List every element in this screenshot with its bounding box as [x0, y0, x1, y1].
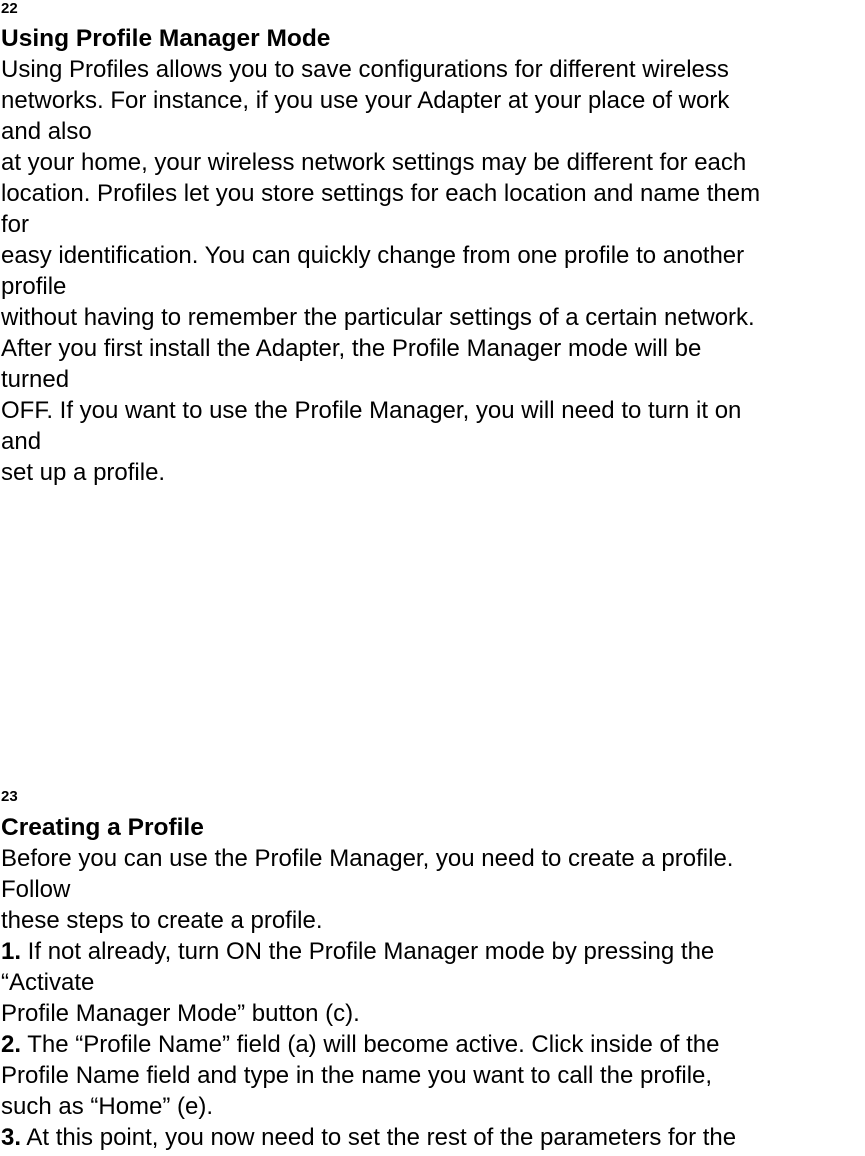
step-text: At this point, you now need to set the rest of the parameters for the	[21, 1124, 737, 1151]
text-line: these steps to create a profile.	[1, 907, 323, 934]
step-first-line	[1, 936, 865, 967]
body-text	[1, 54, 865, 488]
text-line: turned	[1, 366, 70, 393]
step-3	[1, 1122, 865, 1153]
step-text: The “Profile Name” field (a) will become active. Click inside of the	[21, 1031, 720, 1058]
section-creating-a-profile	[1, 788, 865, 1153]
text-line: Before you can use the Profile Manager, you need to create a profile.	[1, 845, 734, 872]
step-text: If not already, turn ON the Profile Manager mode by pressing the	[21, 938, 715, 965]
text-line: “Activate	[1, 969, 95, 996]
section-heading: Creating a Profile	[1, 814, 204, 841]
step-first-line	[1, 1122, 865, 1153]
text-line: easy identification. You can quickly change from one profile to another	[1, 242, 745, 269]
text-line: Profile Manager Mode” button (c).	[1, 1000, 360, 1027]
section-heading: Using Profile Manager Mode	[1, 25, 331, 52]
text-line: without having to remember the particular settings of a certain network.	[1, 304, 755, 331]
text-line: OFF. If you want to use the Profile Manager, you will need to turn it on	[1, 397, 742, 424]
step-first-line	[1, 1029, 865, 1060]
text-line: After you first install the Adapter, the Profile Manager mode will be	[1, 335, 702, 362]
step-number: 2.	[1, 1031, 22, 1058]
text-line: location. Profiles let you store settings for each location and name them	[1, 180, 761, 207]
page-number: 23	[1, 788, 18, 805]
text-line: such as “Home” (e).	[1, 1093, 214, 1120]
text-line: profile	[1, 273, 67, 300]
steps-list	[1, 936, 865, 1153]
page-number: 22	[1, 0, 18, 17]
text-line: Follow	[1, 876, 71, 903]
text-line: and also	[1, 118, 92, 145]
step-number: 3.	[1, 1124, 22, 1151]
step-number: 1.	[1, 938, 22, 965]
intro-text	[1, 843, 865, 936]
text-line: set up a profile.	[1, 459, 166, 486]
text-line: at your home, your wireless network settings may be different for each	[1, 149, 747, 176]
text-line: networks. For instance, if you use your Adapter at your place of work	[1, 87, 730, 114]
step-1	[1, 936, 865, 1029]
text-line: Using Profiles allows you to save configurations for different wireless	[1, 56, 729, 83]
text-line: Profile Name field and type in the name you want to call the profile,	[1, 1062, 713, 1089]
section-using-profile-manager-mode	[1, 0, 865, 488]
text-line: for	[1, 211, 30, 238]
text-line: and	[1, 428, 42, 455]
step-2	[1, 1029, 865, 1122]
